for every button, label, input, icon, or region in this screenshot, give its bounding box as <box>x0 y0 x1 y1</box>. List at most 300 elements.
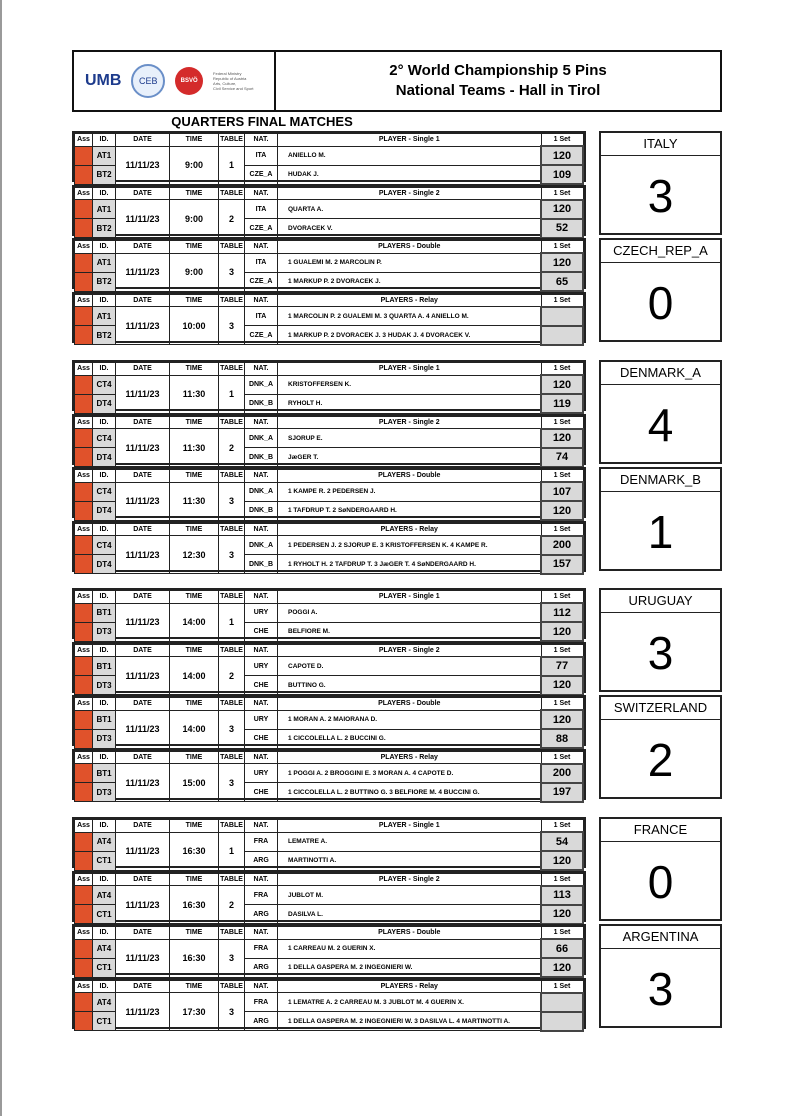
col-id-header: ID. <box>93 644 116 657</box>
col-table-header: TABLE <box>219 927 245 940</box>
set-score: 120 <box>541 622 583 641</box>
player-id: AT4 <box>93 886 116 905</box>
section-title: QUARTERS FINAL MATCHES <box>171 114 353 129</box>
match-time: 17:30 <box>170 993 219 1031</box>
nationality: DNK_A <box>245 429 278 448</box>
player-id: AT4 <box>93 993 116 1012</box>
set-score: 119 <box>541 394 583 413</box>
player-id: CT1 <box>93 958 116 977</box>
team-result <box>599 360 722 464</box>
col-table-header: TABLE <box>219 134 245 147</box>
col-nat-header: NAT. <box>245 294 278 307</box>
player-name: 1 CARREAU M. 2 GUERIN X. <box>278 939 542 958</box>
col-time-header: TIME <box>170 751 219 764</box>
col-id-header: ID. <box>93 363 116 376</box>
player-name: POGGI A. <box>278 603 542 622</box>
set-header: 1 Set <box>541 751 583 764</box>
set-score: 54 <box>541 832 583 851</box>
col-nat-header: NAT. <box>245 187 278 200</box>
player-id: DT4 <box>93 555 116 574</box>
match-time: 16:30 <box>170 832 219 870</box>
set-score: 120 <box>541 501 583 520</box>
col-time-header: TIME <box>170 363 219 376</box>
match-grid <box>74 523 584 575</box>
ass-marker <box>75 200 93 219</box>
set-score: 120 <box>541 905 583 924</box>
nationality: ITA <box>245 200 278 219</box>
set-score: 120 <box>541 200 583 219</box>
table-row <box>75 710 584 729</box>
nationality: CZE_A <box>245 326 278 345</box>
player-name: 1 PEDERSEN J. 2 SJORUP E. 3 KRISTOFFERSEN K. 4 KAMPE R. <box>278 536 542 555</box>
col-table-header: TABLE <box>219 241 245 254</box>
set-header: 1 Set <box>541 134 583 147</box>
player-name: 1 MARCOLIN P. 2 GUALEMI M. 3 QUARTA A. 4 ANIELLO M. <box>278 307 542 326</box>
player-id: DT3 <box>93 676 116 695</box>
player-name: ANIELLO M. <box>278 146 542 165</box>
match-time: 16:30 <box>170 886 219 924</box>
set-header: 1 Set <box>541 644 583 657</box>
match-date: 11/11/23 <box>116 939 170 977</box>
col-nat-header: NAT. <box>245 416 278 429</box>
nationality: ITA <box>245 307 278 326</box>
match-date: 11/11/23 <box>116 200 170 238</box>
player-id: BT1 <box>93 603 116 622</box>
table-number: 3 <box>219 253 245 291</box>
ass-marker <box>75 657 93 676</box>
col-time-header: TIME <box>170 523 219 536</box>
match-table <box>72 749 586 800</box>
set-score: 120 <box>541 375 583 394</box>
match-time: 14:00 <box>170 710 219 748</box>
col-id-header: ID. <box>93 134 116 147</box>
col-ass-header: Ass <box>75 470 93 483</box>
player-id: CT1 <box>93 1012 116 1031</box>
match-time: 16:30 <box>170 939 219 977</box>
match-grid <box>74 751 584 803</box>
set-score: 120 <box>541 429 583 448</box>
table-number: 2 <box>219 886 245 924</box>
table-number: 3 <box>219 482 245 520</box>
ministry-logo: Federal Ministry Republic of Austria Arts, Culture, Civil Service and Sport <box>213 71 254 91</box>
col-id-header: ID. <box>93 751 116 764</box>
player-id: AT1 <box>93 253 116 272</box>
player-name: 1 DELLA GASPERA M. 2 INGEGNIERI W. 3 DASILVA L. 4 MARTINOTTI A. <box>278 1012 542 1031</box>
table-number: 2 <box>219 429 245 467</box>
col-ass-header: Ass <box>75 134 93 147</box>
set-score: 65 <box>541 272 583 291</box>
nationality: URY <box>245 710 278 729</box>
table-number: 3 <box>219 307 245 345</box>
table-number: 1 <box>219 603 245 641</box>
col-table-header: TABLE <box>219 416 245 429</box>
player-name: 1 RYHOLT H. 2 TAFDRUP T. 3 JæGER T. 4 SøNDERGAARD H. <box>278 555 542 574</box>
player-name: BUTTINO G. <box>278 676 542 695</box>
col-ass-header: Ass <box>75 591 93 604</box>
team-name: ITALY <box>601 133 720 156</box>
match-date: 11/11/23 <box>116 764 170 802</box>
ass-marker <box>75 1012 93 1031</box>
col-id-header: ID. <box>93 470 116 483</box>
player-name: CAPOTE D. <box>278 657 542 676</box>
match-table <box>72 588 586 639</box>
match-date: 11/11/23 <box>116 832 170 870</box>
ass-marker <box>75 886 93 905</box>
ass-marker <box>75 219 93 238</box>
ass-marker <box>75 272 93 291</box>
table-number: 3 <box>219 710 245 748</box>
match-time: 11:30 <box>170 375 219 413</box>
nationality: CHE <box>245 783 278 802</box>
set-score: 120 <box>541 958 583 977</box>
col-time-header: TIME <box>170 416 219 429</box>
set-score <box>541 307 583 326</box>
player-id: BT1 <box>93 710 116 729</box>
match-grid <box>74 926 584 978</box>
match-table <box>72 467 586 518</box>
col-date-header: DATE <box>116 523 170 536</box>
team-score: 3 <box>647 627 674 679</box>
col-time-header: TIME <box>170 134 219 147</box>
col-ass-header: Ass <box>75 363 93 376</box>
player-name: DVORACEK V. <box>278 219 542 238</box>
nationality: CHE <box>245 676 278 695</box>
nationality: ITA <box>245 146 278 165</box>
match-date: 11/11/23 <box>116 710 170 748</box>
nationality: ARG <box>245 958 278 977</box>
col-ass-header: Ass <box>75 644 93 657</box>
player-name: 1 MARKUP P. 2 DVORACEK J. 3 HUDAK J. 4 DVORACEK V. <box>278 326 542 345</box>
match-type-header: PLAYER - Single 2 <box>278 644 542 657</box>
table-number: 1 <box>219 146 245 184</box>
table-row <box>75 375 584 394</box>
set-header: 1 Set <box>541 927 583 940</box>
match-table <box>72 642 586 693</box>
match-time: 11:30 <box>170 482 219 520</box>
match-date: 11/11/23 <box>116 482 170 520</box>
col-table-header: TABLE <box>219 980 245 993</box>
set-score: 74 <box>541 448 583 467</box>
ass-marker <box>75 783 93 802</box>
col-id-header: ID. <box>93 873 116 886</box>
match-time: 10:00 <box>170 307 219 345</box>
col-ass-header: Ass <box>75 294 93 307</box>
col-nat-header: NAT. <box>245 644 278 657</box>
match-time: 9:00 <box>170 200 219 238</box>
match-date: 11/11/23 <box>116 307 170 345</box>
team-score: 0 <box>647 277 674 329</box>
match-type-header: PLAYERS - Relay <box>278 751 542 764</box>
ceb-logo: CEB <box>131 64 165 98</box>
match-grid <box>74 294 584 346</box>
table-row <box>75 886 584 905</box>
set-score: 77 <box>541 657 583 676</box>
table-number: 3 <box>219 939 245 977</box>
team-score: 2 <box>647 734 674 786</box>
player-id: CT4 <box>93 375 116 394</box>
col-id-header: ID. <box>93 523 116 536</box>
player-id: AT1 <box>93 307 116 326</box>
set-header: 1 Set <box>541 698 583 711</box>
nationality: DNK_A <box>245 482 278 501</box>
col-date-header: DATE <box>116 416 170 429</box>
col-ass-header: Ass <box>75 416 93 429</box>
set-score: 52 <box>541 219 583 238</box>
table-row <box>75 536 584 555</box>
player-id: AT4 <box>93 832 116 851</box>
match-table <box>72 924 586 975</box>
col-date-header: DATE <box>116 927 170 940</box>
match-type-header: PLAYER - Single 1 <box>278 820 542 833</box>
col-id-header: ID. <box>93 698 116 711</box>
player-name: DASILVA L. <box>278 905 542 924</box>
col-date-header: DATE <box>116 644 170 657</box>
col-date-header: DATE <box>116 187 170 200</box>
col-nat-header: NAT. <box>245 134 278 147</box>
nationality: FRA <box>245 993 278 1012</box>
set-score <box>541 993 583 1012</box>
col-time-header: TIME <box>170 820 219 833</box>
col-time-header: TIME <box>170 980 219 993</box>
player-name: MARTINOTTI A. <box>278 851 542 870</box>
player-id: BT2 <box>93 219 116 238</box>
set-header: 1 Set <box>541 820 583 833</box>
match-date: 11/11/23 <box>116 429 170 467</box>
ass-marker <box>75 482 93 501</box>
ass-marker <box>75 939 93 958</box>
set-header: 1 Set <box>541 591 583 604</box>
team-name: URUGUAY <box>601 590 720 613</box>
col-ass-header: Ass <box>75 873 93 886</box>
table-number: 3 <box>219 536 245 574</box>
table-row <box>75 429 584 448</box>
team-result <box>599 238 722 342</box>
col-date-header: DATE <box>116 698 170 711</box>
col-nat-header: NAT. <box>245 820 278 833</box>
match-table <box>72 871 586 922</box>
col-nat-header: NAT. <box>245 523 278 536</box>
col-date-header: DATE <box>116 751 170 764</box>
match-type-header: PLAYERS - Double <box>278 698 542 711</box>
sponsor-logos <box>74 52 276 110</box>
match-type-header: PLAYERS - Relay <box>278 294 542 307</box>
player-id: DT4 <box>93 501 116 520</box>
match-grid <box>74 469 584 521</box>
set-score: 120 <box>541 710 583 729</box>
player-name: QUARTA A. <box>278 200 542 219</box>
col-time-header: TIME <box>170 698 219 711</box>
col-table-header: TABLE <box>219 470 245 483</box>
player-name: 1 LEMATRE A. 2 CARREAU M. 3 JUBLOT M. 4 GUERIN X. <box>278 993 542 1012</box>
team-result <box>599 817 722 921</box>
ass-marker <box>75 146 93 165</box>
match-date: 11/11/23 <box>116 657 170 695</box>
team-score: 3 <box>647 963 674 1015</box>
player-name: JæGER T. <box>278 448 542 467</box>
ass-marker <box>75 326 93 345</box>
player-id: AT1 <box>93 200 116 219</box>
table-number: 3 <box>219 993 245 1031</box>
match-grid <box>74 240 584 292</box>
player-id: DT3 <box>93 783 116 802</box>
col-table-header: TABLE <box>219 820 245 833</box>
match-table <box>72 521 586 572</box>
team-result <box>599 924 722 1028</box>
table-row <box>75 993 584 1012</box>
nationality: ARG <box>245 905 278 924</box>
col-table-header: TABLE <box>219 591 245 604</box>
table-row <box>75 200 584 219</box>
team-result <box>599 467 722 571</box>
nationality: ARG <box>245 1012 278 1031</box>
ass-marker <box>75 603 93 622</box>
ass-marker <box>75 307 93 326</box>
col-date-header: DATE <box>116 363 170 376</box>
match-type-header: PLAYER - Single 2 <box>278 187 542 200</box>
table-row <box>75 146 584 165</box>
player-id: DT3 <box>93 729 116 748</box>
set-score: 120 <box>541 851 583 870</box>
col-date-header: DATE <box>116 241 170 254</box>
ass-marker <box>75 832 93 851</box>
match-type-header: PLAYER - Single 1 <box>278 591 542 604</box>
set-header: 1 Set <box>541 873 583 886</box>
col-table-header: TABLE <box>219 644 245 657</box>
team-result <box>599 588 722 692</box>
ass-marker <box>75 394 93 413</box>
player-name: 1 MARKUP P. 2 DVORACEK J. <box>278 272 542 291</box>
player-id: CT1 <box>93 905 116 924</box>
nationality: CZE_A <box>245 272 278 291</box>
match-date: 11/11/23 <box>116 375 170 413</box>
set-score: 109 <box>541 165 583 184</box>
nationality: FRA <box>245 832 278 851</box>
table-row <box>75 764 584 783</box>
col-date-header: DATE <box>116 873 170 886</box>
nationality: DNK_A <box>245 536 278 555</box>
match-table <box>72 817 586 868</box>
player-name: SJORUP E. <box>278 429 542 448</box>
set-header: 1 Set <box>541 470 583 483</box>
nationality: DNK_A <box>245 375 278 394</box>
player-id: CT4 <box>93 536 116 555</box>
match-type-header: PLAYERS - Double <box>278 927 542 940</box>
ass-marker <box>75 429 93 448</box>
col-nat-header: NAT. <box>245 363 278 376</box>
set-header: 1 Set <box>541 416 583 429</box>
match-date: 11/11/23 <box>116 993 170 1031</box>
match-table <box>72 131 586 182</box>
nationality: DNK_B <box>245 448 278 467</box>
col-date-header: DATE <box>116 980 170 993</box>
player-name: 1 CICCOLELLA L. 2 BUTTINO G. 3 BELFIORE M. 4 BUCCINI G. <box>278 783 542 802</box>
player-name: BELFIORE M. <box>278 622 542 641</box>
nationality: ITA <box>245 253 278 272</box>
nationality: CHE <box>245 622 278 641</box>
col-ass-header: Ass <box>75 187 93 200</box>
player-name: 1 KAMPE R. 2 PEDERSEN J. <box>278 482 542 501</box>
match-date: 11/11/23 <box>116 536 170 574</box>
match-type-header: PLAYER - Single 2 <box>278 873 542 886</box>
player-name: RYHOLT H. <box>278 394 542 413</box>
set-score: 200 <box>541 536 583 555</box>
team-score: 3 <box>647 170 674 222</box>
ass-marker <box>75 622 93 641</box>
nationality: URY <box>245 764 278 783</box>
table-number: 3 <box>219 764 245 802</box>
table-row <box>75 657 584 676</box>
player-id: BT1 <box>93 764 116 783</box>
col-nat-header: NAT. <box>245 470 278 483</box>
ass-marker <box>75 676 93 695</box>
player-id: DT3 <box>93 622 116 641</box>
col-id-header: ID. <box>93 187 116 200</box>
player-id: AT1 <box>93 146 116 165</box>
col-table-header: TABLE <box>219 363 245 376</box>
set-header: 1 Set <box>541 980 583 993</box>
table-row <box>75 603 584 622</box>
title-line-2: National Teams - Hall in Tirol <box>395 82 601 99</box>
col-time-header: TIME <box>170 591 219 604</box>
match-date: 11/11/23 <box>116 886 170 924</box>
team-name: DENMARK_A <box>601 362 720 385</box>
set-score <box>541 1012 583 1031</box>
team-name: ARGENTINA <box>601 926 720 949</box>
nationality: DNK_B <box>245 555 278 574</box>
player-name: LEMATRE A. <box>278 832 542 851</box>
col-nat-header: NAT. <box>245 873 278 886</box>
player-name: 1 TAFDRUP T. 2 SøNDERGAARD H. <box>278 501 542 520</box>
col-id-header: ID. <box>93 241 116 254</box>
ass-marker <box>75 851 93 870</box>
nationality: DNK_B <box>245 501 278 520</box>
match-grid <box>74 873 584 925</box>
col-ass-header: Ass <box>75 523 93 536</box>
col-ass-header: Ass <box>75 980 93 993</box>
player-id: BT2 <box>93 272 116 291</box>
table-row <box>75 307 584 326</box>
match-table <box>72 185 586 236</box>
col-date-header: DATE <box>116 591 170 604</box>
match-date: 11/11/23 <box>116 146 170 184</box>
match-table <box>72 414 586 465</box>
set-header: 1 Set <box>541 363 583 376</box>
match-table <box>72 978 586 1029</box>
nationality: CHE <box>245 729 278 748</box>
match-grid <box>74 416 584 468</box>
col-id-header: ID. <box>93 294 116 307</box>
ass-marker <box>75 729 93 748</box>
match-grid <box>74 187 584 239</box>
col-time-header: TIME <box>170 470 219 483</box>
match-type-header: PLAYER - Single 2 <box>278 416 542 429</box>
match-table <box>72 695 586 746</box>
set-score: 66 <box>541 939 583 958</box>
team-score: 0 <box>647 856 674 908</box>
player-id: BT1 <box>93 657 116 676</box>
player-id: AT4 <box>93 939 116 958</box>
team-name: DENMARK_B <box>601 469 720 492</box>
set-score: 113 <box>541 886 583 905</box>
team-score: 4 <box>647 399 674 451</box>
nationality: URY <box>245 657 278 676</box>
match-time: 15:00 <box>170 764 219 802</box>
set-score: 197 <box>541 783 583 802</box>
match-time: 14:00 <box>170 603 219 641</box>
col-time-header: TIME <box>170 241 219 254</box>
nationality: FRA <box>245 886 278 905</box>
set-score: 120 <box>541 676 583 695</box>
